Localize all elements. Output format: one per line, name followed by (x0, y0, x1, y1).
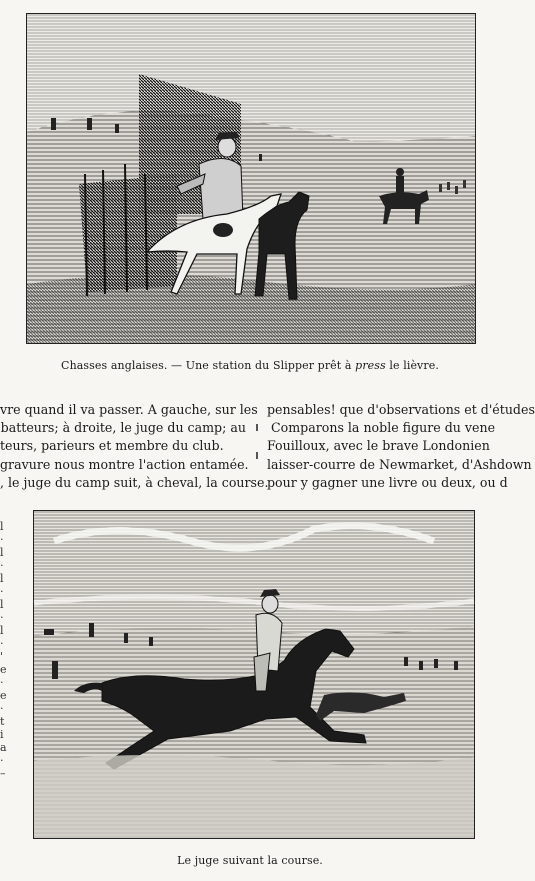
engraving-slipper-station (26, 13, 476, 344)
margin-glyph: e (0, 663, 7, 676)
margin-glyph: l (0, 546, 4, 559)
text-line: gravure nous montre l'action entamée. (0, 456, 249, 472)
margin-fragments (0, 520, 9, 780)
margin-glyph: e (0, 689, 7, 702)
text-line: , le juge du camp suit, à cheval, la course. (0, 474, 269, 490)
text-line: batteurs; à droite, le juge du camp; au (0, 420, 246, 436)
text-line: pour y gagner une livre ou deux, ou d (267, 474, 508, 490)
margin-glyph: · (0, 559, 4, 572)
margin-glyph: · (0, 533, 4, 546)
figure2-caption: Le juge suivant la course. (177, 854, 323, 867)
column-rule-mark (256, 452, 258, 459)
slipper-station-illustration (27, 14, 475, 343)
text-line: teurs, parieurs et membre du club. (0, 438, 224, 454)
margin-glyph: ' (0, 650, 4, 663)
margin-glyph: – (0, 767, 6, 780)
margin-glyph: i (0, 728, 4, 741)
margin-glyph: · (0, 754, 4, 767)
margin-glyph: l (0, 572, 4, 585)
text-line: Comparons la noble figure du vene (271, 420, 496, 436)
margin-glyph: · (0, 611, 4, 624)
judge-race-illustration (34, 511, 474, 838)
text-line: Fouilloux, avec le brave Londonien (267, 438, 490, 454)
engraving-judge-race (33, 510, 475, 839)
column-rule-mark (256, 424, 258, 431)
margin-glyph: l (0, 520, 4, 533)
margin-glyph: a (0, 741, 7, 754)
margin-glyph: l (0, 598, 4, 611)
text-line: vre quand il va passer. A gauche, sur les (0, 402, 258, 417)
body-column-left (0, 401, 269, 492)
margin-glyph: · (0, 585, 4, 598)
body-column-right (267, 401, 535, 492)
margin-glyph: · (0, 676, 4, 689)
margin-glyph: t (0, 715, 5, 728)
margin-glyph: l (0, 624, 4, 637)
figure1-caption: Chasses anglaises. — Une station du Slipper prêt à press le lièvre. (61, 359, 439, 372)
margin-glyph: · (0, 637, 4, 650)
text-line: laisser-courre de Newmarket, d'Ashdown (267, 456, 532, 472)
text-line: pensables! que d'observations et d'études (267, 402, 535, 417)
margin-glyph: · (0, 702, 4, 715)
